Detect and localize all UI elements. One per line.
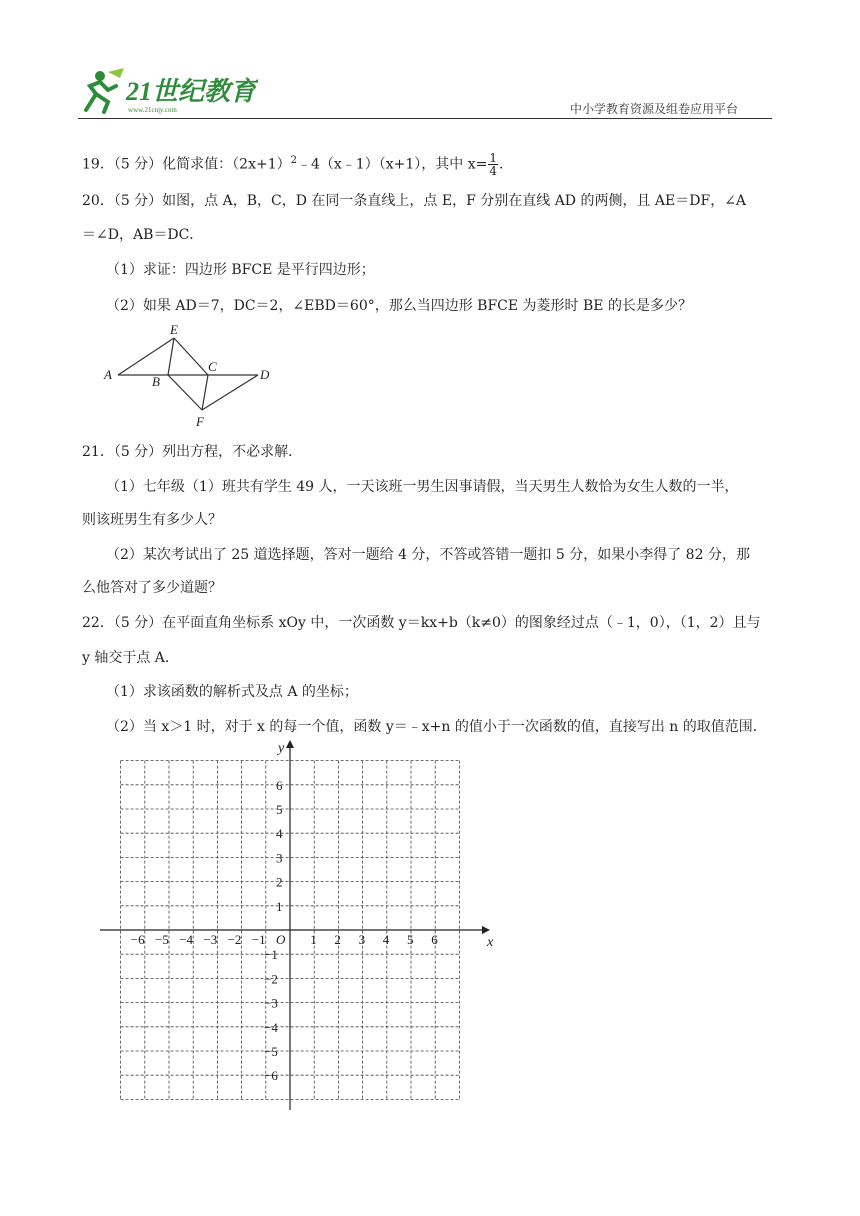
origin-label: O <box>276 932 286 947</box>
q22-sub2: （2）当 x＞1 时，对于 x 的每一个值，函数 y＝﹣x+n 的值小于一次函数的值，直接写出 n 的取值范围． <box>106 719 767 735</box>
x-axis-label: x <box>487 935 494 950</box>
y-tick-label: −6 <box>264 1068 278 1084</box>
q19-rest: ﹣4（x﹣1）（x+1），其中 x= <box>297 156 488 173</box>
q21-line1: 21．（5 分）列出方程，不必求解． <box>82 444 303 460</box>
q20-sub2: （2）如果 AD＝7，DC＝2，∠EBD＝60°，那么当四边形 BFCE 为菱形时 BE 的长是多少？ <box>106 298 692 314</box>
x-tick-label: 6 <box>431 932 438 947</box>
y-axis-label: y <box>278 741 285 756</box>
y-axis-arrow <box>286 740 294 748</box>
q22-line2: y 轴交于点 A． <box>82 650 179 666</box>
q19-frac-num: 1 <box>489 151 497 166</box>
q19-exponent: 2 <box>290 155 297 166</box>
q19-frac-den: 4 <box>489 164 497 179</box>
y-tick-label: 2 <box>276 874 283 890</box>
x-tick-label: 3 <box>358 932 366 947</box>
y-tick-label: −3 <box>264 995 278 1011</box>
q22-sub1: （1）求该函数的解析式及点 A 的坐标； <box>106 684 358 700</box>
x-tick-label: −2 <box>227 932 242 947</box>
platform-name: 中小学教育资源及组卷应用平台 <box>569 102 738 116</box>
label-d: D <box>260 367 270 382</box>
x-tick-label: −4 <box>179 932 194 947</box>
y-tick-label: 1 <box>276 898 283 914</box>
q20-line1: 20．（5 分）如图，点 A，B，C，D 在同一条直线上，点 E，F 分别在直线 AD 的两侧，且 AE＝DF，∠A <box>82 193 747 209</box>
q20-line2: ＝∠D，AB＝DC． <box>82 227 204 243</box>
y-tick-label: −1 <box>264 947 278 963</box>
logo-text: 21世纪教育 <box>126 77 257 106</box>
x-tick-label: −1 <box>251 932 266 947</box>
x-tick-label: 2 <box>334 932 341 947</box>
x-axis-arrow <box>482 926 490 934</box>
q19-lead: 19．（5 分）化简求值：（2x+1） <box>82 156 291 173</box>
q21-sub2b: 么他答对了多少道题？ <box>82 580 222 596</box>
label-b: B <box>152 374 160 389</box>
label-c: C <box>208 359 217 374</box>
q20-sub1: （1）求证：四边形 BFCE 是平行四边形； <box>106 262 375 278</box>
y-tick-label: 3 <box>276 850 283 866</box>
label-a: A <box>104 367 112 382</box>
y-tick-label: −5 <box>264 1044 278 1059</box>
y-tick-label: −4 <box>264 1019 278 1035</box>
y-tick-label: −2 <box>264 971 278 987</box>
y-tick-label: 6 <box>276 777 283 793</box>
x-tick-label: −3 <box>203 932 218 947</box>
label-f: F <box>196 414 204 429</box>
x-tick-label: −6 <box>130 932 145 947</box>
q22-line1: 22．（5 分）在平面直角坐标系 xOy 中，一次函数 y＝kx+b（k≠0）的图象经过点（﹣1，0），（1，2）且与 <box>82 615 761 631</box>
y-tick-label: 4 <box>276 826 283 842</box>
q19-end: . <box>498 156 504 173</box>
q21-sub1b: 则该班男生有多少人？ <box>82 512 222 528</box>
logo-url: www.21cnjy.com <box>128 106 177 114</box>
x-tick-label: 5 <box>407 932 414 947</box>
y-tick-label: 5 <box>276 802 283 817</box>
x-tick-label: 1 <box>310 932 317 947</box>
q21-sub1a: （1）七年级（1）班共有学生 49 人，一天该班一男生因事请假，当天男生人数恰为女生人数的一半， <box>106 479 739 495</box>
x-tick-label: 4 <box>382 932 390 947</box>
x-tick-label: −5 <box>155 932 169 947</box>
label-e: E <box>170 322 178 337</box>
q21-sub2a: （2）某次考试出了 25 道选择题，答对一题给 4 分，不答或答错一题扣 5 分，如果小李得了 82 分，那 <box>106 547 750 563</box>
